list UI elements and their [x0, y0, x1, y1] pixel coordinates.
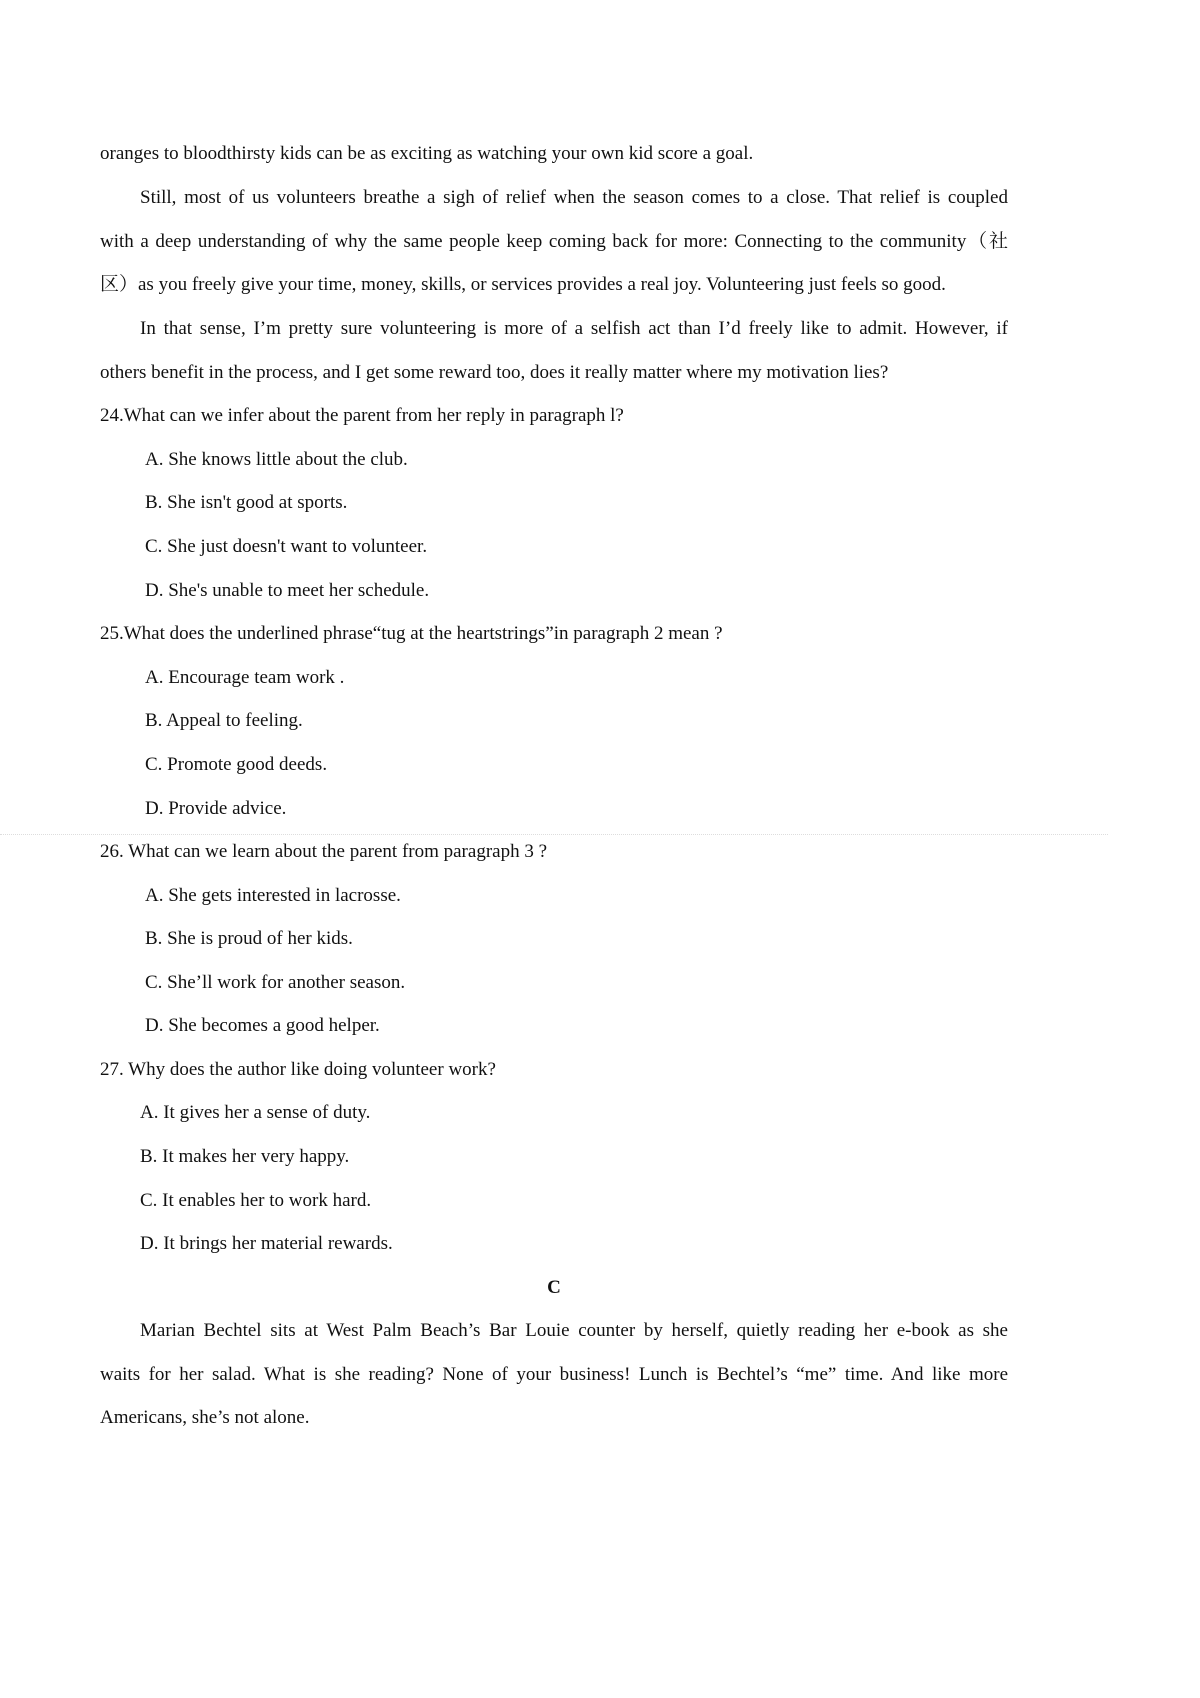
question-stem: 27. Why does the author like doing volunteer work?: [100, 1059, 496, 1080]
answer-option: A. She gets interested in lacrosse.: [145, 885, 401, 906]
passage-line: Americans, she’s not alone.: [100, 1407, 310, 1428]
passage-line: Still, most of us volunteers breathe a sigh of relief when the season comes to a close. That relief is coupled: [140, 187, 1008, 208]
answer-option: D. She's unable to meet her schedule.: [145, 580, 430, 601]
question-stem: 26. What can we learn about the parent from paragraph 3 ?: [100, 841, 548, 862]
passage-line: others benefit in the process, and I get some reward too, does it really matter where my motivation lies?: [100, 362, 889, 383]
answer-option: B. She isn't good at sports.: [145, 492, 348, 513]
answer-option: C. She’ll work for another season.: [145, 972, 406, 993]
answer-option: B. It makes her very happy.: [140, 1146, 350, 1167]
answer-option: A. She knows little about the club.: [145, 449, 408, 470]
question-stem: 24.What can we infer about the parent from her reply in paragraph l?: [100, 405, 624, 426]
answer-option: B. She is proud of her kids.: [145, 928, 353, 949]
answer-option: D. Provide advice.: [145, 798, 287, 819]
passage-line: 区）as you freely give your time, money, skills, or services provides a real joy. Volunteering just feels so good.: [100, 274, 946, 295]
answer-option: B. Appeal to feeling.: [145, 710, 303, 731]
section-heading: C: [547, 1277, 561, 1298]
answer-option: C. It enables her to work hard.: [140, 1190, 372, 1211]
passage-line: waits for her salad. What is she reading? None of your business! Lunch is Bechtel’s “me” time. And like more: [100, 1364, 1008, 1385]
question-stem: 25.What does the underlined phrase“tug at the heartstrings”in paragraph 2 mean ?: [100, 623, 723, 644]
page-break-divider: [0, 834, 1108, 835]
answer-option: A. It gives her a sense of duty.: [140, 1102, 371, 1123]
answer-option: A. Encourage team work .: [145, 667, 345, 688]
answer-option: D. It brings her material rewards.: [140, 1233, 393, 1254]
answer-option: C. She just doesn't want to volunteer.: [145, 536, 428, 557]
passage-line: In that sense, I’m pretty sure volunteering is more of a selfish act than I’d freely like to admit. However, if: [140, 318, 1008, 339]
passage-line: with a deep understanding of why the same people keep coming back for more: Connecting to the community（社: [100, 231, 1008, 252]
passage-line: Marian Bechtel sits at West Palm Beach’s Bar Louie counter by herself, quietly reading her e-book as she: [140, 1320, 1008, 1341]
answer-option: D. She becomes a good helper.: [145, 1015, 380, 1036]
answer-option: C. Promote good deeds.: [145, 754, 328, 775]
passage-line: oranges to bloodthirsty kids can be as exciting as watching your own kid score a goal.: [100, 143, 754, 164]
